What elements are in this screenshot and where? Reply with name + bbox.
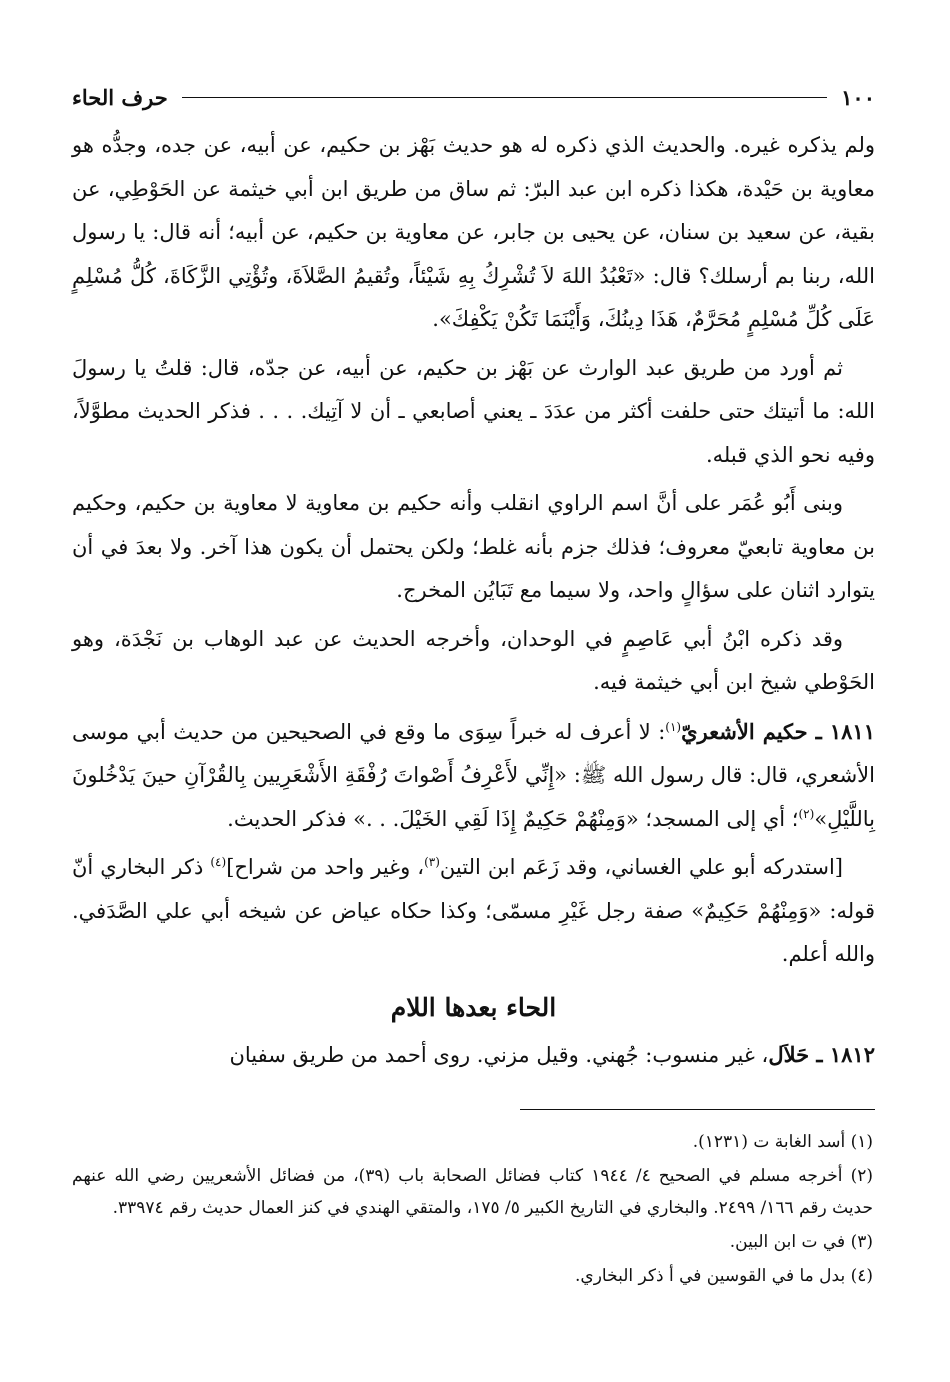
paragraph-text: ، وغير واحد من شراح] xyxy=(226,855,425,879)
footnote: (٤) بدل ما في القوسين في أ ذكر البخاري. xyxy=(575,1266,873,1286)
paragraph: وبنى أَبُو عُمَر على أنَّ اسم الراوي انقلب وأنه حكيم بن معاوية لا معاوية بن حكيم، وحكيم بن معاوية تابعيّ معروف؛ فذلك جزم بأنه غلط؛ ولكن يحتمل أن يكون هذا آخر. ولا بعدَ في أن يتوارد اثنان على سؤالٍ واحد، ولا سيما مع تَبَايُن المخرج. xyxy=(72,491,875,602)
chapter-title: حرف الحاء xyxy=(72,84,168,110)
bracket-paragraph xyxy=(72,846,875,977)
entry-1812 xyxy=(72,1033,875,1078)
paragraph: ولم يذكره غيره. والحديث الذي ذكره له هو حديث بَهْز بن حكيم، عن أبيه، عن جده، وجدُّه هو معاوية بن حَيْدة، هكذا ذكره ابن عبد البرّ: ثم ساق من طريق ابن أبي خيثمة عن الحَوْطِي، عن بقية، عن سعيد بن سنان، عن يحيى بن جابر، عن معاوية بن حكيم، عن أبيه؛ أنه قال: يا رسول الله، ربنا بم أرسلك؟ قال: «تَعْبُدُ اللهَ لاَ تُشْرِكُ بِهِ شَيْئاً، وتُقيمُ الصَّلاَةَ، وتُؤْتِي الزَّكَاةَ، كُلُّ مُسْلِمٍ عَلَى كُلِّ مُسْلِمٍ مُحَرَّمٌ، هَذَا دِينُكَ، وَأَيْنَمَا تَكُنْ يَكْفِكَ». xyxy=(72,133,875,331)
paragraph: وقد ذكره ابْنُ أبي عَاصِمٍ في الوحدان، وأخرجه الحديث عن عبد الوهاب بن نَجْدَة، وهو الحَوْطي شيخ ابن أبي خيثمة فيه. xyxy=(72,626,875,694)
paragraph: ثم أورد من طريق عبد الوارث عن بَهْز بن حكيم، عن أبيه، عن جدّه، قال: قلتُ يا رسولَ الله: ما أتيتك حتى حلفت أكثر من عدَدَ ـ يعني أصابعي ـ أن لا آتِيك. . . . فذكر الحديث مطوَّلاً، وفيه نحو الذي قبله. xyxy=(72,355,875,467)
section-heading: الحاء بعدها اللام xyxy=(390,992,557,1022)
footnote-ref: (٢) xyxy=(798,806,815,821)
footnote: (٣) في ت ابن البين. xyxy=(729,1232,873,1252)
footnotes xyxy=(72,1126,875,1292)
header-rule xyxy=(182,97,827,98)
paragraph-text: [استدركه أبو علي الغساني، وقد زَعَم ابن التين xyxy=(439,855,843,879)
main-text xyxy=(72,124,875,1077)
paragraph-text: ذكر البخاري أنّ قوله: «وَمِنْهُمْ حَكِيمٌ» صفة رجل غَيْرِ مسمّى؛ وكذا حكاه عياض عن شيخه أبي علي الصَّدَفي. والله أعلم. xyxy=(72,855,875,966)
footnote-ref: (١) xyxy=(665,719,682,734)
footnote-ref: (٣) xyxy=(424,855,440,869)
page-number: ١٠٠ xyxy=(841,84,875,110)
entry-text: ، غير منسوب: جُهني. وقيل مزني. روى أحمد من طريق سفيان xyxy=(229,1042,769,1067)
footnote-separator xyxy=(520,1109,875,1110)
footnote: (٢) أخرجه مسلم في الصحيح ٤/ ١٩٤٤ كتاب فضائل الصحابة باب (٣٩)، من فضائل الأشعريين رضي الله عنهم حديث رقم ١٦٦/ ٢٤٩٩. والبخاري في التاريخ الكبير ٥/ ١٧٥، والمتقي الهندي في كنز العمال حديث رقم ٣٣٩٧٤. xyxy=(72,1166,874,1218)
entry-title: ١٨١١ ـ حكيم الأشعريّ xyxy=(681,718,875,744)
footnote: (١) أسد الغابة ت (١٢٣١). xyxy=(692,1132,873,1152)
entry-text: : لا أعرف له خبراً سِوَى ما وقع في الصحيحين من حديث أبي موسى الأشعري، قال: قال رسول الله ﷺ: «إِنِّي لأَعْرِفُ أَصْواتَ رُفْقَةِ الأَشْعَرِيين بِالقُرْآنِ حينَ يَدْخُلونَ بِاللَّيْلِ» xyxy=(72,719,875,831)
entry-title: ١٨١٢ ـ حَلاَل xyxy=(768,1041,875,1067)
entry-1811 xyxy=(72,710,875,842)
entry-text: ؛ أي إلى المسجد؛ «وَمِنْهُمْ حَكِيمٌ إِذَا لَقِي الخَيْلَ. . .» فذكر الحديث. xyxy=(227,806,799,831)
running-header xyxy=(72,74,875,120)
footnote-ref: (٤) xyxy=(210,855,227,869)
